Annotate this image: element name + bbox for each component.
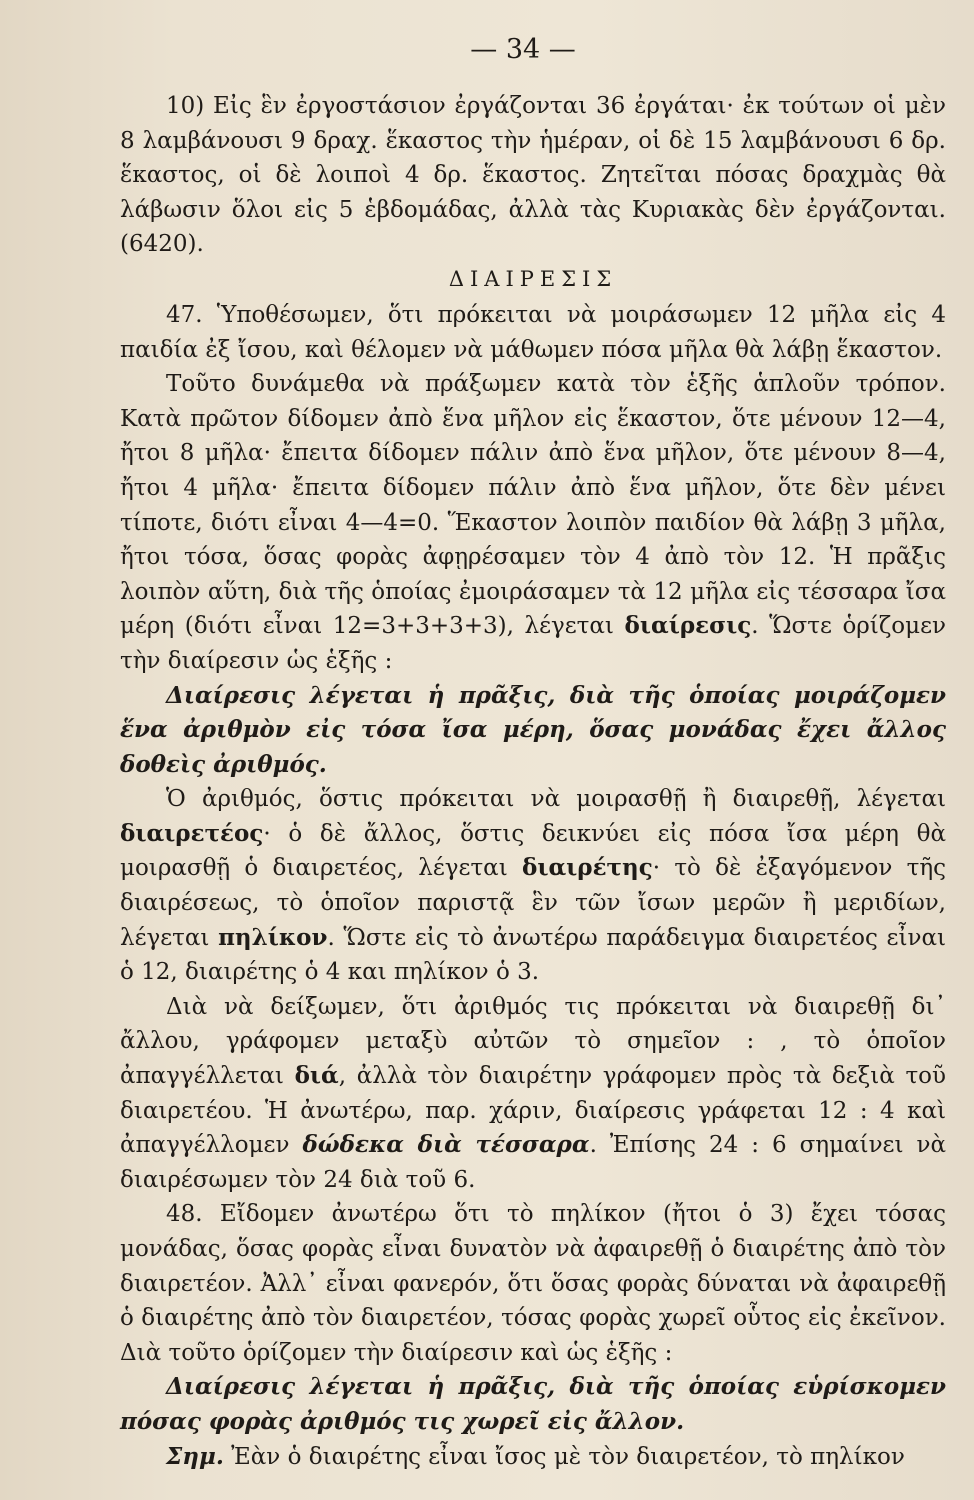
paragraph-47-explanation	[120, 367, 946, 678]
term-twelve-by-four: δώδεκα διὰ τέσσαρα	[302, 1131, 590, 1159]
term-divisor: διαιρέτης	[521, 854, 653, 882]
text-segment: . Ὥστε εἰς τὸ ἀνωτέρω παράδειγμα διαιρετέος εἶναι ὁ 12, διαιρέτης ὁ 4 και πηλίκον ὁ 3.	[120, 924, 946, 986]
text-segment: · τὸ δὲ ἐξαγόμενον τῆς διαιρέσεως, τὸ ὁποῖον παριστᾷ ἓν τῶν ἴσων μερῶν ἢ μεριδίων, λέγεται	[120, 855, 947, 951]
text-segment: . Ἐπίσης 24 : 6 σημαίνει νὰ διαιρέσωμεν τὸν 24 διὰ τοῦ 6.	[120, 1132, 946, 1193]
term-division: διαίρεσις	[624, 612, 752, 640]
section-heading: ΔΙΑΙΡΕΣΙΣ	[448, 266, 618, 291]
definition-division-2: Διαίρεσις λέγεται ἡ πρᾶξις, διὰ τῆς ὁποίας εὑρίσκομεν πόσας φορὰς ἀριθμός τις χωρεῖ εἰς ἄλλον.	[120, 1373, 946, 1435]
text-segment: · ὁ δὲ ἄλλος, ὅστις δεικνύει εἰς πόσα ἴσα μέρη θὰ μοιρασθῇ ὁ διαιρετέος, λέγεται	[120, 820, 946, 882]
text-segment: , ἀλλὰ τὸν διαιρέτην γράφομεν πρὸς τὰ δεξιὰ τοῦ διαιρετέου. Ἡ ἀνωτέρω, παρ. χάριν, διαίρεσις γράφεται 12 : 4 καὶ ἀπαγγέλλομεν	[120, 1063, 946, 1159]
note-label: Σημ.	[166, 1442, 224, 1470]
paragraph-division-sign	[120, 990, 946, 1198]
paragraph-47: 47. Ὑποθέσωμεν, ὅτι πρόκειται νὰ μοιράσωμεν 12 μῆλα εἰς 4 παιδία ἐξ ἴσου, καὶ θέλομεν νὰ μάθωμεν πόσα μῆλα θὰ λάβῃ ἕκαστον.	[120, 301, 946, 363]
paragraph-terms	[120, 782, 946, 990]
note	[120, 1440, 946, 1475]
text-segment: Τοῦτο δυνάμεθα νὰ πράξωμεν κατὰ τὸν ἑξῆς ἁπλοῦν τρόπον. Κατὰ πρῶτον δίδομεν ἀπὸ ἕνα μῆλον εἰς ἕκαστον, ὅτε μένουν 12—4, ἤτοι 8 μῆλα· ἔπειτα δίδομεν πάλιν ἀπὸ ἕνα μῆλον, ὅτε μένουν 8—4, ἤτοι 4 μῆλα· ἔπειτα δίδομεν πάλιν ἀπὸ ἕνα μῆλον, ὅτε δὲν μένει τίποτε, διότι εἶναι 4—4=0. Ἕκαστον λοιπὸν παιδίον θὰ λάβῃ 3 μῆλα, ἤτοι τόσα, ὅσας φορὰς ἀφῃρέσαμεν τὸν 4 ἀπὸ τὸν 12. Ἡ πρᾶξις λοιπὸν αὕτη, διὰ τῆς ὁποίας ἐμοιράσαμεν τὰ 12 μῆλα εἰς τέσσαρα ἴσα μέρη (διότι εἶναι 12=3+3+3+3), λέγεται	[120, 371, 946, 640]
text-segment: Ὁ ἀριθμός, ὅστις πρόκειται νὰ μοιρασθῇ ἢ διαιρεθῇ, λέγεται	[166, 786, 946, 813]
note-text: Ἐὰν ὁ διαιρέτης εἶναι ἴσος μὲ τὸν διαιρετέον, τὸ πηλίκον	[223, 1443, 905, 1470]
term-dia: διά	[294, 1062, 339, 1090]
term-dividend: διαιρετέος	[120, 819, 264, 847]
text-segment: Διὰ νὰ δείξωμεν, ὅτι ἀριθμός τις πρόκειται νὰ διαιρεθῇ δι᾿ ἄλλου, γράφομεν μεταξὺ αὐτῶν τὸ σημεῖον : , τὸ ὁποῖον ἀπαγγέλλεται	[120, 993, 946, 1090]
text-segment: . Ὥστε ὁρίζομεν τὴν διαίρεσιν ὡς ἑξῆς :	[120, 613, 946, 674]
paragraph-48: 48. Εἴδομεν ἀνωτέρω ὅτι τὸ πηλίκον (ἤτοι ὁ 3) ἔχει τόσας μονάδας, ὅσας φορὰς εἶναι δυνατὸν νὰ ἀφαιρεθῇ ὁ διαιρέτης ἀπὸ τὸν διαιρετέον. Ἀλλ᾿ εἶναι φανερόν, ὅτι ὅσας φορὰς δύναται νὰ ἀφαιρεθῇ ὁ διαιρέτης ἀπὸ τὸν διαιρετέον, τόσας φορὰς χωρεῖ οὗτος εἰς ἐκεῖνον. Διὰ τοῦτο ὁρίζομεν τὴν διαίρεσιν καὶ ὡς ἑξῆς :	[120, 1201, 946, 1366]
term-quotient: πηλίκον	[218, 923, 328, 951]
definition-division-1: Διαίρεσις λέγεται ἡ πρᾶξις, διὰ τῆς ὁποίας μοιράζομεν ἕνα ἀριθμὸν εἰς τόσα ἴσα μέρη, ὅσας μονάδας ἔχει ἄλλος δοθεὶς ἀριθμός.	[120, 681, 946, 778]
exercise-10: 10) Εἰς ἓν ἐργοστάσιον ἐργάζονται 36 ἐργάται· ἐκ τούτων οἱ μὲν 8 λαμβάνουσι 9 δραχ. ἕκαστος τὴν ἡμέραν, οἱ δὲ 15 λαμβάνουσι 6 δρ. ἕκαστος, οἱ δὲ λοιποὶ 4 δρ. ἕκαστος. Ζητεῖται πόσας δραχμὰς θὰ λάβωσιν ὅλοι εἰς 5 ἑβδομάδας, ἀλλὰ τὰς Κυριακὰς δὲν ἐργάζονται. (6420).	[120, 93, 946, 258]
page-number: — 34 —	[470, 34, 576, 65]
